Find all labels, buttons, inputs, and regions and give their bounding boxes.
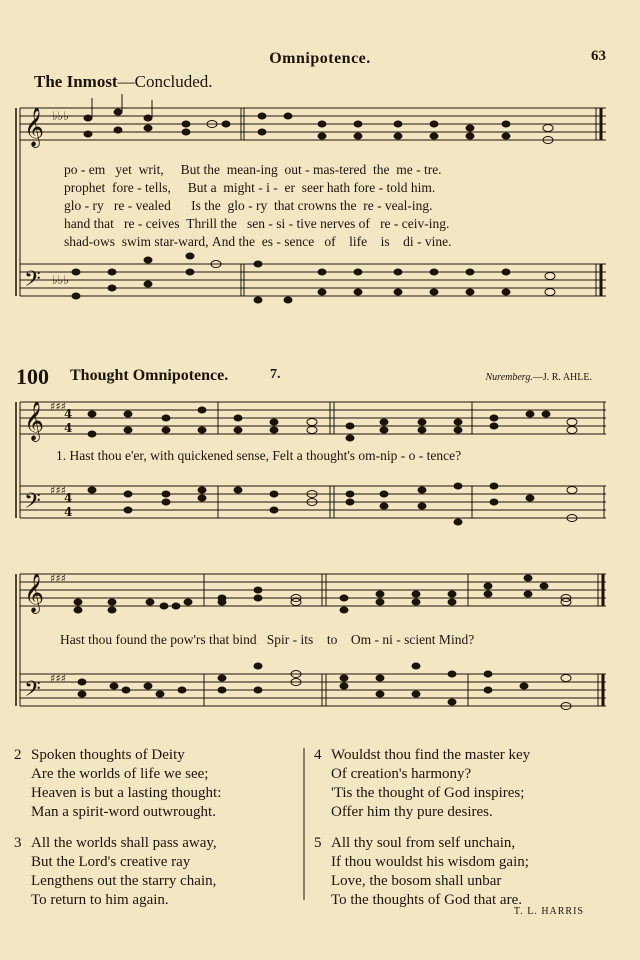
note [466, 289, 474, 295]
hymn-title: Thought Omnipotence. [70, 367, 229, 384]
tune-credit [486, 372, 592, 383]
note [72, 293, 80, 299]
note [162, 491, 170, 497]
note [540, 583, 548, 589]
hymn-lyric-line-2 [60, 632, 474, 648]
svg-text:♭♭♭: ♭♭♭ [52, 273, 69, 287]
note [543, 125, 553, 132]
syllable: glo - ry [64, 198, 104, 213]
note [376, 675, 384, 681]
note [567, 427, 577, 434]
page-number: 63 [591, 48, 606, 64]
note [144, 100, 152, 121]
stanza-line: Wouldst thou find the master key [331, 747, 531, 763]
note [430, 269, 438, 275]
syllable: re - ceiv-ing. [380, 216, 450, 231]
note [448, 599, 456, 605]
stanza-number: 4 [314, 747, 322, 763]
note [234, 427, 242, 433]
note [258, 113, 266, 119]
stanza-5 [314, 834, 529, 910]
note [74, 607, 82, 613]
syllable: swim star-ward, [121, 234, 209, 249]
note [542, 411, 550, 417]
stanza-line: Man a spirit-word outwrought. [31, 804, 216, 820]
bass-staff-3 [20, 674, 606, 706]
note [354, 289, 362, 295]
svg-text:𝄢: 𝄢 [24, 489, 41, 519]
lyric-line-1 [64, 162, 442, 178]
note [418, 503, 426, 509]
note [340, 595, 348, 601]
note [412, 599, 420, 605]
syllable: re - vealed [113, 198, 171, 213]
note [144, 281, 152, 287]
note [184, 599, 192, 605]
note [490, 415, 498, 421]
section-title-suffix: —Concluded. [117, 72, 213, 91]
lyric-segment: Spir - its [266, 632, 314, 647]
svg-text:4: 4 [64, 407, 73, 421]
note [270, 491, 278, 497]
stanza-number: 3 [14, 835, 22, 851]
note [108, 269, 116, 275]
lyric-line-3 [64, 198, 433, 214]
stanza-line: Are the worlds of life we see; [31, 766, 209, 782]
note [454, 427, 462, 433]
svg-text:4: 4 [64, 491, 73, 505]
stanza-number: 5 [314, 835, 322, 851]
hymn-number: 100 [16, 364, 49, 389]
note [454, 483, 462, 489]
note [376, 691, 384, 697]
note [354, 133, 362, 139]
note [124, 427, 132, 433]
syllable: yet [115, 162, 132, 177]
note [254, 687, 262, 693]
note [490, 499, 498, 505]
note [394, 269, 402, 275]
composer: —J. R. AHLE. [532, 372, 592, 383]
note [484, 591, 492, 597]
note [254, 587, 262, 593]
note [198, 495, 206, 501]
note [454, 519, 462, 525]
syllable: writ, [138, 162, 164, 177]
note [162, 499, 170, 505]
syllable: that crowns the [273, 198, 357, 213]
note [78, 691, 86, 697]
note [162, 427, 170, 433]
syllable: sen - si - tive nerves of [246, 216, 370, 231]
note [284, 297, 292, 303]
note [346, 499, 354, 505]
note [124, 507, 132, 513]
lyric-line-4 [64, 216, 449, 232]
syllable: shad-ows [64, 234, 115, 249]
syllable: of [324, 234, 336, 249]
svg-text:♯♯♯: ♯♯♯ [50, 484, 66, 497]
note [484, 671, 492, 677]
note [284, 113, 292, 119]
bass-staff-1 [20, 264, 606, 296]
note [218, 599, 226, 605]
note [454, 419, 462, 425]
note [74, 599, 82, 605]
syllable: the [372, 162, 390, 177]
note [162, 415, 170, 421]
note [526, 411, 534, 417]
lyric-segment: a thought's om-nip - o - tence? [296, 448, 462, 463]
note [198, 487, 206, 493]
note [186, 269, 194, 275]
lyric-segment: to [326, 632, 338, 647]
stanza-line: All thy soul from self unchain, [331, 835, 516, 851]
syllable: glo - ry [227, 198, 268, 213]
note [270, 419, 278, 425]
note [258, 129, 266, 135]
stanza-line: But the Lord's creative ray [31, 854, 191, 870]
stanza-line: Of creation's harmony? [331, 766, 472, 782]
stanza-4 [314, 746, 530, 822]
page-header-title: Omnipotence. [269, 50, 371, 67]
note [234, 487, 242, 493]
syllable: fore - tells, [112, 180, 171, 195]
syllable: But the [180, 162, 220, 177]
note [430, 133, 438, 139]
note [172, 603, 180, 609]
section-title-main: The Inmost [34, 72, 118, 91]
syllable: hand that [64, 216, 114, 231]
note [466, 125, 474, 131]
note [412, 591, 420, 597]
note [380, 503, 388, 509]
note [88, 487, 96, 493]
stanza-line: 'Tis the thought of God inspires; [331, 785, 525, 801]
lyric-line-5 [64, 234, 451, 250]
note [354, 121, 362, 127]
stanza-line: To return to him again. [31, 892, 169, 908]
note [418, 487, 426, 493]
note [448, 699, 456, 705]
syllable: es - sence [261, 234, 315, 249]
stanza-line: If thou wouldst his wisdom gain; [331, 854, 529, 870]
stanza-line: Lengthens out the starry chain, [31, 873, 217, 889]
hymn-meter: 7. [270, 367, 281, 382]
syllable: re - veal-ing. [363, 198, 433, 213]
author-credit: T. L. HARRIS [513, 906, 584, 917]
note [484, 687, 492, 693]
note [307, 419, 317, 426]
note [380, 491, 388, 497]
note [182, 129, 190, 135]
stanza-line: To the thoughts of God that are. [331, 892, 522, 908]
svg-text:𝄞: 𝄞 [24, 401, 45, 441]
stanza-line: Heaven is but a lasting thought: [31, 785, 222, 801]
note [254, 261, 262, 267]
note [88, 411, 96, 417]
syllable: er [284, 180, 295, 195]
note [144, 125, 152, 131]
note [567, 419, 577, 426]
note [418, 427, 426, 433]
lyric-segment: 1. Hast thou e'er, with quickened sense, [56, 448, 269, 463]
note [524, 575, 532, 581]
svg-text:♯♯♯: ♯♯♯ [50, 672, 66, 685]
syllable: seer hath fore - told him. [301, 180, 436, 195]
note [340, 675, 348, 681]
svg-text:4: 4 [64, 505, 73, 519]
note [340, 607, 348, 613]
hymn-lyric-line-1 [56, 448, 461, 464]
syllable: And the [211, 234, 255, 249]
note [124, 491, 132, 497]
note [430, 121, 438, 127]
syllable: might - i - [223, 180, 278, 195]
note [502, 269, 510, 275]
note [186, 253, 194, 259]
syllable: out - mas-tered [284, 162, 367, 177]
note [72, 269, 80, 275]
note [418, 419, 426, 425]
stanza-line: Love, the bosom shall unbar [331, 873, 502, 889]
syllable: But a [187, 180, 217, 195]
note [520, 683, 528, 689]
syllable: life [349, 234, 368, 249]
note [380, 419, 388, 425]
treble-staff-1 [20, 108, 606, 140]
syllable: Is the [191, 198, 221, 213]
note [346, 491, 354, 497]
note [254, 663, 262, 669]
note [110, 683, 118, 689]
note [466, 133, 474, 139]
note [430, 289, 438, 295]
note [490, 423, 498, 429]
note [144, 683, 152, 689]
note [354, 269, 362, 275]
stanza-2 [14, 746, 221, 822]
note [144, 257, 152, 263]
svg-text:𝄢: 𝄢 [24, 677, 41, 707]
note [254, 297, 262, 303]
stanza-line: All the worlds shall pass away, [31, 835, 217, 851]
note [178, 687, 186, 693]
note [84, 98, 92, 121]
syllable: mean-ing [226, 162, 278, 177]
treble-staff-2 [20, 402, 606, 434]
note [270, 427, 278, 433]
note [78, 679, 86, 685]
note [307, 427, 317, 434]
note [466, 269, 474, 275]
syllable: Thrill the [186, 216, 237, 231]
note [524, 591, 532, 597]
note [490, 483, 498, 489]
note [218, 675, 226, 681]
lyric-segment: Hast thou found the pow'rs that bind [60, 632, 257, 647]
syllable: me - tre. [396, 162, 442, 177]
note [318, 133, 326, 139]
note [198, 407, 206, 413]
svg-text:♭♭♭: ♭♭♭ [52, 109, 69, 123]
stanza-line: Offer him thy pure desires. [331, 804, 493, 820]
tune-name: Nuremberg. [485, 372, 533, 383]
note [318, 121, 326, 127]
note [254, 595, 262, 601]
note [346, 423, 354, 429]
note [412, 691, 420, 697]
note [380, 427, 388, 433]
svg-text:4: 4 [64, 421, 73, 435]
note [394, 133, 402, 139]
lyric-line-2 [64, 180, 435, 196]
note [502, 289, 510, 295]
note [160, 603, 168, 609]
note [84, 131, 92, 137]
note [318, 289, 326, 295]
note [448, 591, 456, 597]
note [376, 591, 384, 597]
svg-text:♯♯♯: ♯♯♯ [50, 400, 66, 413]
note [448, 671, 456, 677]
note [218, 687, 226, 693]
note [502, 121, 510, 127]
note [122, 687, 130, 693]
stanza-line: Spoken thoughts of Deity [31, 747, 185, 763]
note [394, 289, 402, 295]
note [502, 133, 510, 139]
note [545, 289, 555, 296]
note [526, 495, 534, 501]
note [567, 487, 577, 494]
note [108, 285, 116, 291]
note [270, 507, 278, 513]
note [198, 427, 206, 433]
clefs-1 [24, 107, 69, 297]
note [182, 121, 190, 127]
note [108, 599, 116, 605]
note [124, 411, 132, 417]
svg-text:𝄞: 𝄞 [24, 573, 45, 613]
note [114, 94, 122, 115]
syllable: di - vine. [403, 234, 452, 249]
lyric-segment: Felt [272, 448, 294, 463]
lyric-segment: Om - ni - scient Mind? [350, 632, 475, 647]
syllable: re - ceives [124, 216, 180, 231]
svg-text:𝄢: 𝄢 [24, 267, 41, 297]
syllable: prophet [64, 180, 106, 195]
svg-text:𝄞: 𝄞 [24, 107, 45, 147]
note [376, 599, 384, 605]
note [561, 675, 571, 682]
note [222, 121, 230, 127]
note [114, 127, 122, 133]
note [318, 269, 326, 275]
note [156, 691, 164, 697]
stanza-number: 2 [14, 747, 22, 763]
note [346, 435, 354, 441]
note [88, 431, 96, 437]
note [394, 121, 402, 127]
svg-text:♯♯♯: ♯♯♯ [50, 572, 66, 585]
notes-system-2 [88, 407, 577, 525]
note [108, 607, 116, 613]
note [340, 683, 348, 689]
note [484, 583, 492, 589]
note [412, 663, 420, 669]
stanza-3 [14, 834, 217, 910]
note [146, 599, 154, 605]
note [545, 273, 555, 280]
note [234, 415, 242, 421]
syllable: po - em [64, 162, 106, 177]
syllable: is [380, 234, 390, 249]
